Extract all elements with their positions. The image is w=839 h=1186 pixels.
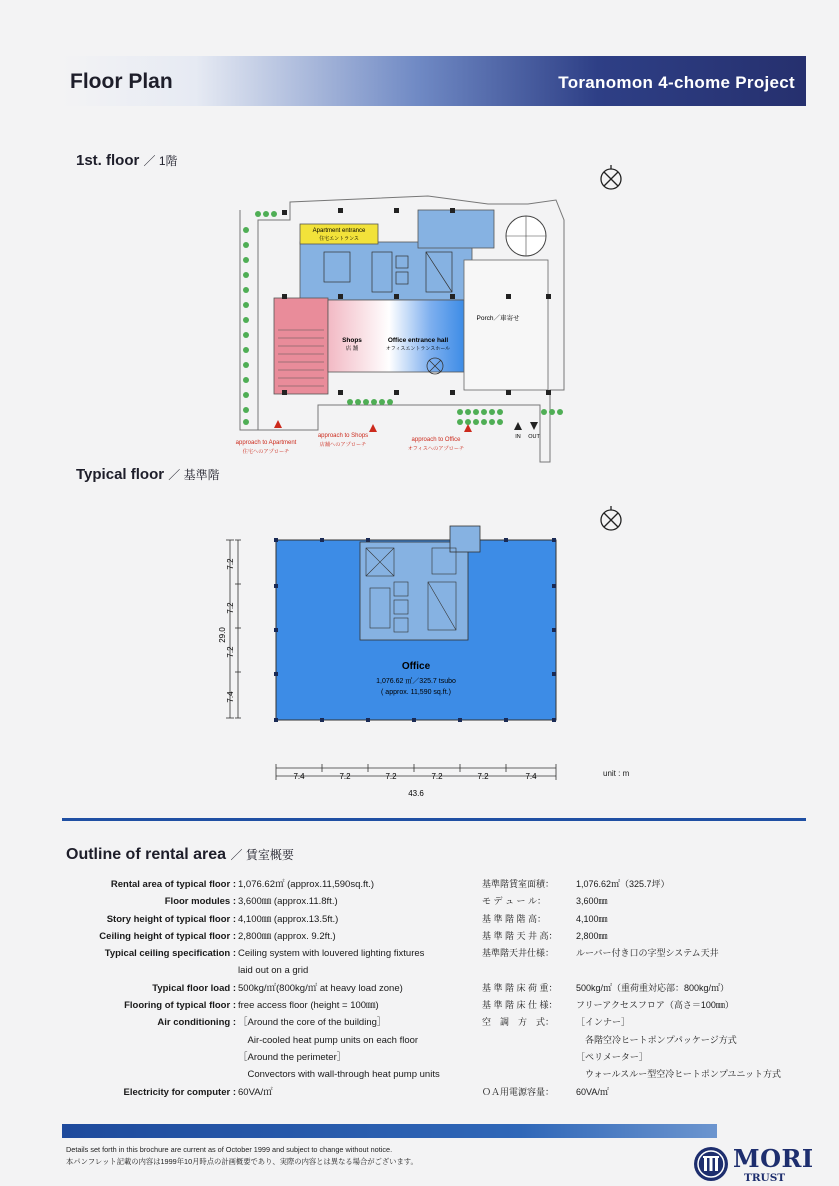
disclaimer-jp: 本パンフレット記載の内容は1999年10月時点の計画概要であり、実際の内容とは異なる場合がございます。 — [66, 1157, 418, 1166]
horizontal-dim: 7.2 — [477, 772, 489, 781]
spec-label: Air conditioning : — [157, 1017, 236, 1029]
approach-shops-label: approach to Shops — [317, 433, 369, 439]
spec-label: Electricity for computer : — [123, 1086, 236, 1098]
spec-row-jp — [482, 1084, 812, 1101]
outline-title-jp: ／ 賃室概要 — [230, 848, 294, 862]
spec-row — [60, 1084, 480, 1101]
spec-label: Typical ceiling specification : — [104, 948, 236, 960]
spec-row-jp — [482, 893, 812, 910]
spec-row — [60, 1032, 480, 1049]
first-floor-label-en: 1st. floor — [76, 152, 140, 169]
spec-row-jp — [482, 911, 812, 928]
logo-name: MORI — [733, 1144, 814, 1173]
spec-row — [60, 1014, 480, 1031]
spec-value-jp: 3,600㎜ — [576, 896, 608, 907]
logo-sub: TRUST — [744, 1172, 786, 1184]
typical-floor-label — [76, 466, 220, 483]
spec-value: Air-cooled heat pump units on each floor — [238, 1034, 419, 1046]
spec-label-jp — [482, 1049, 576, 1066]
approach-apartment-label: approach to Apartment — [235, 440, 297, 446]
spec-list-jp — [482, 876, 812, 1101]
spec-value-jp: ［ペリメーター］ — [576, 1051, 648, 1062]
first-floor-plan — [228, 190, 580, 465]
vertical-dim: 7.2 — [226, 558, 235, 570]
office-hall-label: Office entrance hall — [387, 337, 449, 344]
section-divider — [62, 818, 806, 821]
spec-label-jp: ＯＡ用電源容量： — [482, 1086, 555, 1097]
typical-floor-label-en: Typical floor — [76, 466, 165, 483]
spec-value-jp: 4,100㎜ — [576, 913, 608, 924]
spec-row — [60, 928, 480, 945]
approach-apartment-label-jp: 住宅へのアプローチ — [242, 449, 290, 455]
unit-label: unit : m — [603, 769, 630, 778]
apartment-entrance-label: Apartment entrance — [312, 228, 366, 234]
spec-row — [60, 962, 480, 979]
spec-label-jp: 基 準 階 階 高： — [482, 913, 547, 924]
spec-value: 1,076.62㎡ (approx.11,590sq.ft.) — [238, 879, 375, 890]
north-compass-icon — [597, 165, 625, 193]
spec-row — [60, 945, 480, 962]
project-title: Toranomon 4-chome Project — [558, 73, 795, 92]
spec-row — [60, 980, 480, 997]
spec-row — [60, 876, 480, 893]
spec-value: ［Around the perimeter］ — [238, 1051, 347, 1063]
typical-floor-plan — [200, 520, 580, 800]
spec-list-en — [60, 876, 480, 1101]
spec-value: 3,600㎜ (approx.11.8ft.) — [238, 896, 338, 908]
approach-office-label: approach to Office — [411, 437, 461, 443]
approach-office-label-jp: オフィスへのアプローチ — [407, 446, 465, 452]
first-floor-label-jp: ／ 1階 — [143, 154, 178, 168]
spec-value: free access floor (height = 100㎜) — [238, 1000, 379, 1012]
office-area-line2: ( approx. 11,590 sq.ft.) — [381, 689, 451, 696]
vertical-total-dim: 29.0 — [218, 627, 227, 643]
spec-value: 4,100㎜ (approx.13.5ft.) — [238, 913, 339, 925]
first-floor-label — [76, 152, 178, 169]
disclaimer — [66, 1144, 418, 1168]
spec-value-jp: 1,076.62㎡（325.7坪） — [576, 879, 670, 889]
spec-row-jp — [482, 980, 812, 997]
spec-row-jp — [482, 1049, 812, 1066]
spec-label: Ceiling height of typical floor : — [99, 930, 236, 942]
horizontal-dim: 7.2 — [431, 772, 443, 781]
office-area-line1: 1,076.62 ㎡／325.7 tsubo — [376, 678, 456, 685]
spec-label — [60, 1049, 238, 1066]
spec-value-jp — [576, 962, 812, 979]
spec-label-jp: 基 準 階 天 井 高： — [482, 930, 558, 941]
spec-label: Typical floor load : — [152, 982, 236, 994]
approach-shops-label-jp: 店舗へのアプローチ — [319, 442, 367, 448]
spec-row — [60, 893, 480, 910]
spec-row-jp — [482, 1032, 812, 1049]
spec-label: Floor modules : — [164, 896, 236, 908]
shops-label-jp: 店 舗 — [345, 346, 359, 352]
spec-label-jp — [482, 1066, 576, 1083]
spec-value-jp: ウォールスルー型空冷ヒートポンプユニット方式 — [576, 1069, 782, 1080]
spec-value: Convectors with wall-through heat pump units — [238, 1069, 440, 1081]
spec-label-jp: 基 準 階 床 仕 様： — [482, 1000, 558, 1011]
spec-label-jp — [482, 1032, 576, 1049]
disclaimer-en: Details set forth in this brochure are current as of October 1999 and subject to change without notice. — [66, 1145, 393, 1154]
vertical-dim: 7.2 — [226, 646, 235, 658]
porch-label: Porch／車寄せ — [476, 315, 520, 322]
spec-value-jp: ［インナー］ — [576, 1017, 631, 1028]
spec-row — [60, 1049, 480, 1066]
spec-value-jp: 60VA/㎡ — [576, 1086, 609, 1097]
typical-floor-label-jp: ／ 基準階 — [168, 468, 220, 482]
office-label: Office — [401, 661, 431, 672]
spec-value: 60VA/㎡ — [238, 1086, 273, 1098]
horizontal-dim: 7.2 — [339, 772, 351, 781]
spec-label-jp: 基準階天井仕様： — [482, 948, 555, 959]
office-hall-label-jp: オフィスエントランスホール — [385, 346, 451, 352]
spec-value-jp: ルーバー付き口の字型システム天井 — [576, 948, 719, 959]
horizontal-dim: 7.4 — [293, 772, 305, 781]
apartment-entrance-label-jp: 住宅エントランス — [319, 236, 359, 242]
spec-label-jp — [482, 962, 576, 979]
spec-row — [60, 1066, 480, 1083]
spec-value-jp: 2,800㎜ — [576, 930, 608, 941]
footer-band — [62, 1124, 717, 1138]
horizontal-total-dim: 43.6 — [408, 789, 424, 798]
spec-label-jp: 基 準 階 床 荷 重： — [482, 982, 558, 993]
mori-trust-logo-icon — [693, 1146, 729, 1182]
spec-label — [60, 1066, 238, 1083]
spec-value: 500kg/㎡(800kg/㎡ at heavy load zone) — [238, 982, 403, 994]
spec-row — [60, 997, 480, 1014]
horizontal-dim: 7.2 — [385, 772, 397, 781]
in-label: IN — [515, 434, 521, 440]
page-title: Floor Plan — [70, 70, 173, 93]
outline-title — [66, 846, 294, 864]
vertical-dim: 7.4 — [226, 691, 235, 703]
spec-row-jp — [482, 997, 812, 1014]
spec-row-jp — [482, 1014, 812, 1031]
spec-row-jp — [482, 962, 812, 979]
spec-row — [60, 911, 480, 928]
spec-value-jp: フリーアクセスフロア（高さ＝100㎜） — [576, 1000, 734, 1011]
north-compass-icon-typical — [597, 506, 625, 534]
spec-label-jp: 基準階賃室面積： — [482, 879, 555, 889]
spec-row-jp — [482, 1066, 812, 1083]
spec-label-jp: 空 調 方 式： — [482, 1017, 555, 1028]
out-label: OUT — [528, 434, 540, 440]
vertical-dim: 7.2 — [226, 602, 235, 614]
spec-label — [60, 1032, 238, 1049]
spec-value: laid out on a grid — [238, 965, 309, 977]
spec-label — [60, 962, 238, 979]
spec-row-jp — [482, 945, 812, 962]
spec-label: Story height of typical floor : — [106, 913, 236, 925]
spec-row-jp — [482, 876, 812, 893]
spec-label: Rental area of typical floor : — [110, 879, 236, 890]
spec-value: ［Around the core of the building］ — [238, 1017, 387, 1029]
spec-value-jp: 500kg/㎡（重荷重対応部：800kg/㎡） — [576, 982, 730, 993]
spec-value: Ceiling system with louvered lighting fixtures — [238, 948, 425, 960]
shops-label: Shops — [342, 337, 362, 344]
spec-row-jp — [482, 928, 812, 945]
outline-title-en: Outline of rental area — [66, 846, 227, 863]
spec-value: 2,800㎜ (approx. 9.2ft.) — [238, 930, 336, 942]
spec-label: Flooring of typical floor : — [124, 1000, 236, 1012]
spec-value-jp: 各階空冷ヒートポンプパッケージ方式 — [576, 1034, 737, 1045]
horizontal-dim: 7.4 — [525, 772, 537, 781]
spec-label-jp: モ デ ュ ー ル： — [482, 896, 547, 907]
